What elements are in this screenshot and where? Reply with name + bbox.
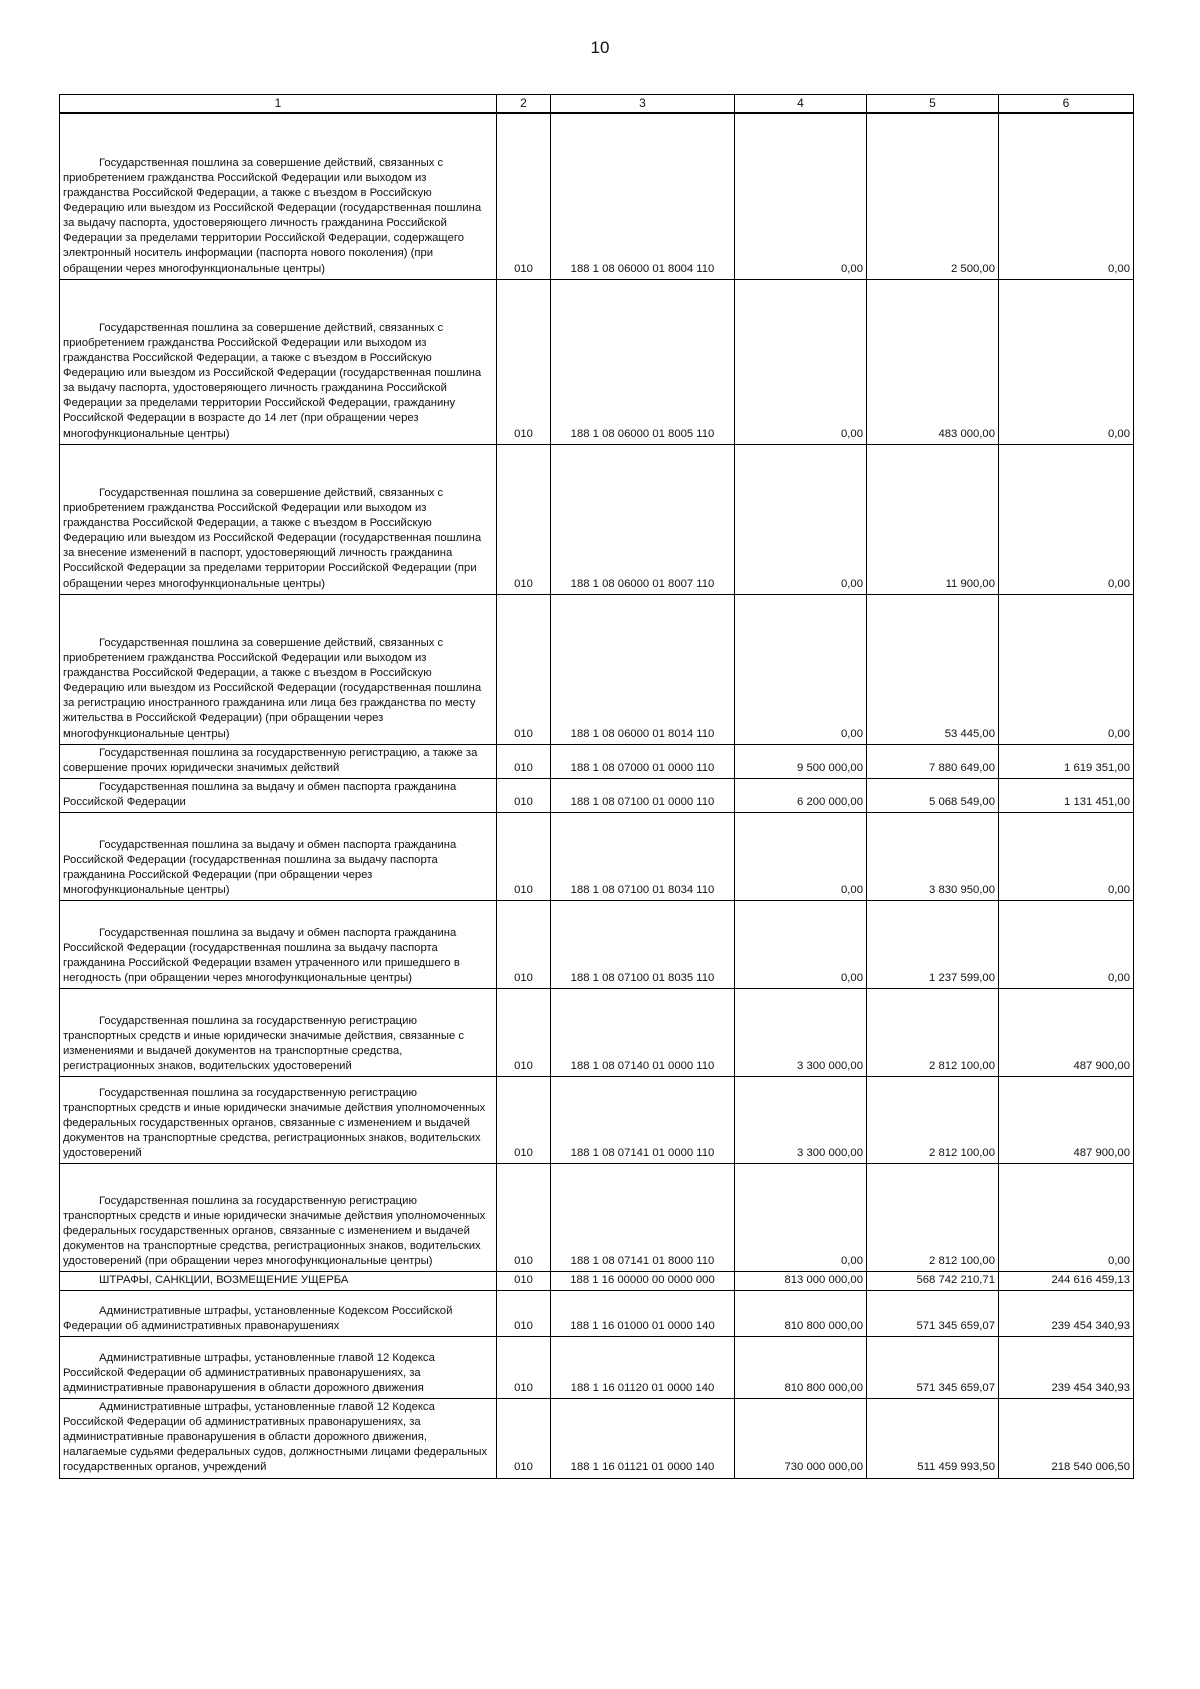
row-value-6: 487 900,00 xyxy=(999,1076,1134,1163)
table-row xyxy=(60,594,1134,744)
row-description: ШТРАФЫ, САНКЦИИ, ВОЗМЕЩЕНИЕ УЩЕРБА xyxy=(60,1271,497,1290)
row-value-4: 0,00 xyxy=(735,812,867,900)
row-value-5: 1 237 599,00 xyxy=(867,900,999,988)
row-kbk: 188 1 08 07141 01 8000 110 xyxy=(551,1163,735,1271)
table-row xyxy=(60,812,1134,900)
row-value-6: 0,00 xyxy=(999,279,1134,444)
row-description: Государственная пошлина за выдачу и обмен паспорта гражданина Российской Федерации (государственная пошлина за выдачу паспорта гражданина Российской Федерации взамен утраченного или пришедшего в негодность (при обращении через многофункциональные центры) xyxy=(60,900,497,988)
page-number: 10 xyxy=(590,38,610,57)
row-value-6: 0,00 xyxy=(999,444,1134,594)
table-row xyxy=(60,744,1134,778)
row-code: 010 xyxy=(497,812,551,900)
row-value-6: 0,00 xyxy=(999,900,1134,988)
row-code: 010 xyxy=(497,113,551,279)
row-kbk: 188 1 08 07141 01 0000 110 xyxy=(551,1076,735,1163)
row-value-5: 483 000,00 xyxy=(867,279,999,444)
table-row xyxy=(60,1163,1134,1271)
row-kbk: 188 1 16 00000 00 0000 000 xyxy=(551,1271,735,1290)
row-kbk: 188 1 08 07100 01 8034 110 xyxy=(551,812,735,900)
row-description: Государственная пошлина за совершение действий, связанных с приобретением гражданства Российской Федерации или выходом из гражданства Российской Федерации, а также с въездом в Российскую Федерацию или выездом из Российской Федерации (государственная пошлина за выдачу паспорта, удостоверяющего личность гражданина Российской Федерации за пределами территории Российской Федерации, содержащего электронный носитель информации (паспорта нового поколения) (при обращении через многофункциональные центры) xyxy=(60,113,497,279)
row-value-5: 571 345 659,07 xyxy=(867,1337,999,1399)
row-kbk: 188 1 08 07100 01 8035 110 xyxy=(551,900,735,988)
row-description: Государственная пошлина за совершение действий, связанных с приобретением гражданства Российской Федерации или выходом из гражданства Российской Федерации, а также с въездом в Российскую Федерацию или выездом из Российской Федерации (государственная пошлина за внесение изменений в паспорт, удостоверяющий личность гражданина Российской Федерации за пределами территории Российской Федерации (при обращении через многофункциональные центры) xyxy=(60,444,497,594)
table-row xyxy=(60,113,1134,279)
table-row xyxy=(60,1076,1134,1163)
header-cell: 6 xyxy=(999,95,1134,114)
row-code: 010 xyxy=(497,1076,551,1163)
row-value-6: 244 616 459,13 xyxy=(999,1271,1134,1290)
table-row xyxy=(60,1271,1134,1290)
row-kbk: 188 1 08 07100 01 0000 110 xyxy=(551,778,735,812)
row-value-4: 0,00 xyxy=(735,594,867,744)
row-code: 010 xyxy=(497,594,551,744)
row-value-6: 0,00 xyxy=(999,594,1134,744)
row-value-4: 0,00 xyxy=(735,900,867,988)
row-value-4: 813 000 000,00 xyxy=(735,1271,867,1290)
row-value-6: 1 131 451,00 xyxy=(999,778,1134,812)
row-kbk: 188 1 16 01121 01 0000 140 xyxy=(551,1399,735,1478)
row-code: 010 xyxy=(497,1291,551,1337)
row-value-6: 239 454 340,93 xyxy=(999,1291,1134,1337)
row-value-6: 0,00 xyxy=(999,113,1134,279)
row-value-4: 9 500 000,00 xyxy=(735,744,867,778)
row-description: Государственная пошлина за совершение действий, связанных с приобретением гражданства Российской Федерации или выходом из гражданства Российской Федерации, а также с въездом в Российскую Федерацию или выездом из Российской Федерации (государственная пошлина за выдачу паспорта, удостоверяющего личность гражданина Российской Федерации за пределами территории Российской Федерации, гражданину Российской Федерации в возрасте до 14 лет (при обращении через многофункциональные центры) xyxy=(60,279,497,444)
row-value-6: 0,00 xyxy=(999,1163,1134,1271)
row-description: Государственная пошлина за государственную регистрацию, а также за совершение прочих юридически значимых действий xyxy=(60,744,497,778)
row-value-4: 0,00 xyxy=(735,113,867,279)
row-description: Государственная пошлина за государственную регистрацию транспортных средств и иные юридически значимые действия, связанные с изменениями и выдачей документов на транспортные средства, регистрационных знаков, водительских удостоверений xyxy=(60,988,497,1076)
row-value-5: 53 445,00 xyxy=(867,594,999,744)
row-kbk: 188 1 08 06000 01 8005 110 xyxy=(551,279,735,444)
header-cell: 4 xyxy=(735,95,867,114)
row-description: Государственная пошлина за выдачу и обмен паспорта гражданина Российской Федерации xyxy=(60,778,497,812)
row-value-4: 3 300 000,00 xyxy=(735,988,867,1076)
row-code: 010 xyxy=(497,1271,551,1290)
row-value-4: 0,00 xyxy=(735,444,867,594)
row-value-6: 487 900,00 xyxy=(999,988,1134,1076)
row-value-6: 0,00 xyxy=(999,812,1134,900)
row-description: Государственная пошлина за выдачу и обмен паспорта гражданина Российской Федерации (государственная пошлина за выдачу паспорта гражданина Российской Федерации (при обращении через многофункциональные центры) xyxy=(60,812,497,900)
header-cell: 2 xyxy=(497,95,551,114)
row-description: Государственная пошлина за государственную регистрацию транспортных средств и иные юридически значимые действия уполномоченных федеральных государственных органов, связанные с изменением и выдачей документов на транспортные средства, регистрационных знаков, водительских удостоверений xyxy=(60,1076,497,1163)
row-value-6: 1 619 351,00 xyxy=(999,744,1134,778)
row-value-5: 2 500,00 xyxy=(867,113,999,279)
table-row xyxy=(60,1291,1134,1337)
row-kbk: 188 1 08 06000 01 8004 110 xyxy=(551,113,735,279)
table-row xyxy=(60,778,1134,812)
row-code: 010 xyxy=(497,778,551,812)
row-code: 010 xyxy=(497,1337,551,1399)
row-description: Административные штрафы, установленные Кодексом Российской Федерации об административных правонарушениях xyxy=(60,1291,497,1337)
row-description: Государственная пошлина за государственную регистрацию транспортных средств и иные юридически значимые действия уполномоченных федеральных государственных органов, связанные с изменением и выдачей документов на транспортные средства, регистрационных знаков, водительских удостоверений (при обращении через многофункциональные центры) xyxy=(60,1163,497,1271)
row-kbk: 188 1 08 07000 01 0000 110 xyxy=(551,744,735,778)
row-value-4: 6 200 000,00 xyxy=(735,778,867,812)
row-value-6: 218 540 006,50 xyxy=(999,1399,1134,1478)
table-row xyxy=(60,279,1134,444)
row-code: 010 xyxy=(497,444,551,594)
table-row xyxy=(60,900,1134,988)
row-kbk: 188 1 08 06000 01 8014 110 xyxy=(551,594,735,744)
row-code: 010 xyxy=(497,279,551,444)
row-code: 010 xyxy=(497,900,551,988)
table-row xyxy=(60,988,1134,1076)
row-value-4: 3 300 000,00 xyxy=(735,1076,867,1163)
header-cell: 3 xyxy=(551,95,735,114)
row-value-4: 810 800 000,00 xyxy=(735,1337,867,1399)
row-value-4: 730 000 000,00 xyxy=(735,1399,867,1478)
table-row xyxy=(60,1399,1134,1478)
row-code: 010 xyxy=(497,744,551,778)
row-kbk: 188 1 16 01120 01 0000 140 xyxy=(551,1337,735,1399)
row-value-5: 11 900,00 xyxy=(867,444,999,594)
row-value-5: 571 345 659,07 xyxy=(867,1291,999,1337)
header-row xyxy=(60,95,1134,114)
row-value-5: 5 068 549,00 xyxy=(867,778,999,812)
table-row xyxy=(60,444,1134,594)
row-value-5: 511 459 993,50 xyxy=(867,1399,999,1478)
row-value-5: 7 880 649,00 xyxy=(867,744,999,778)
row-kbk: 188 1 16 01000 01 0000 140 xyxy=(551,1291,735,1337)
row-value-5: 568 742 210,71 xyxy=(867,1271,999,1290)
row-kbk: 188 1 08 07140 01 0000 110 xyxy=(551,988,735,1076)
row-value-4: 0,00 xyxy=(735,1163,867,1271)
row-value-5: 2 812 100,00 xyxy=(867,1163,999,1271)
row-code: 010 xyxy=(497,1399,551,1478)
row-value-5: 2 812 100,00 xyxy=(867,988,999,1076)
row-kbk: 188 1 08 06000 01 8007 110 xyxy=(551,444,735,594)
row-value-5: 2 812 100,00 xyxy=(867,1076,999,1163)
row-description: Административные штрафы, установленные главой 12 Кодекса Российской Федерации об административных правонарушениях, за административные правонарушения в области дорожного движения xyxy=(60,1337,497,1399)
row-code: 010 xyxy=(497,988,551,1076)
header-cell: 1 xyxy=(60,95,497,114)
row-value-4: 0,00 xyxy=(735,279,867,444)
row-description: Государственная пошлина за совершение действий, связанных с приобретением гражданства Российской Федерации или выходом из гражданства Российской Федерации, а также с въездом в Российскую Федерацию или выездом из Российской Федерации (государственная пошлина за регистрацию иностранного гражданина или лица без гражданства по месту жительства в Российской Федерации) (при обращении через многофункциональные центры) xyxy=(60,594,497,744)
header-cell: 5 xyxy=(867,95,999,114)
table-row xyxy=(60,1337,1134,1399)
row-code: 010 xyxy=(497,1163,551,1271)
row-value-6: 239 454 340,93 xyxy=(999,1337,1134,1399)
revenue-table xyxy=(59,94,1134,1479)
row-description: Административные штрафы, установленные главой 12 Кодекса Российской Федерации об административных правонарушениях, за административные правонарушения в области дорожного движения, налагаемые судьями федеральных судов, должностными лицами федеральных государственных органов, учреждений xyxy=(60,1399,497,1478)
row-value-4: 810 800 000,00 xyxy=(735,1291,867,1337)
row-value-5: 3 830 950,00 xyxy=(867,812,999,900)
